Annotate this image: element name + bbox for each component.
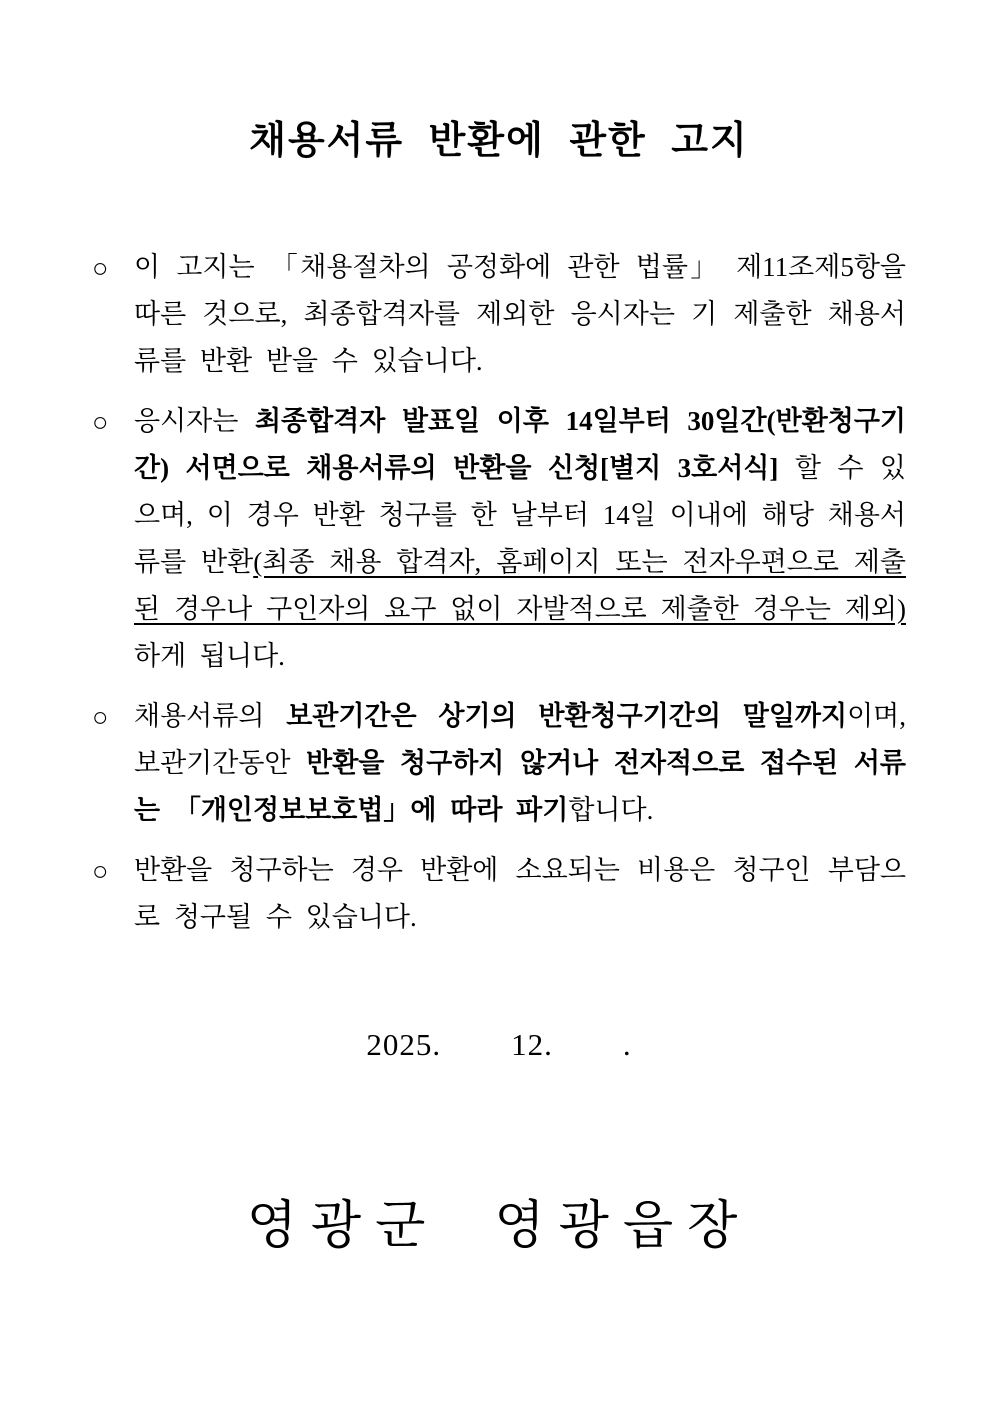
text-segment-underlined: (최종 채용 합격자, 홈페이지 또는 전자우편으로 제출된 경우나 구인자의 요구 없이 자발적으로 제출한 경우는 제외): [134, 547, 906, 624]
notice-title: 채용서류 반환에 관한 고지: [249, 120, 749, 162]
text-segment: 이 고지는 「채용절차의 공정화에 관한 법률」 제11조제5항을 따른 것으로, 최종합격자를 제외한 응시자는 기 제출한 채용서류를 반환 받을 수 있습니다.: [134, 252, 906, 376]
bullet-item-return-cost: [92, 847, 906, 941]
date-day: .: [622, 1027, 632, 1062]
circle-bullet-icon: ○: [92, 407, 109, 437]
issuer-signature: 영광군 영광읍장: [246, 1198, 752, 1255]
date-month: 12.: [511, 1027, 553, 1062]
text-segment-bold: 최종합격자 발표일 이후 14일부터 30일간(반환청구기간) 서면으로 채용서류의 반환을 신청[별지 3호서식]: [134, 406, 906, 483]
circle-bullet-icon: ○: [92, 253, 109, 283]
text-segment: 합니다.: [568, 795, 654, 825]
bullet-item-return-request: [92, 398, 906, 680]
text-segment-bold: 보관기간은 상기의 반환청구기간의 말일까지: [286, 701, 848, 731]
text-segment: 하게 됩니다.: [134, 641, 285, 671]
text-segment: 할 수 있으며, 이 경우 반환 청구를 한 날부터 14일 이내에 해당 채용서류를 반환: [134, 453, 906, 577]
bullet-list: [92, 244, 906, 941]
text-segment: 이며, 보관기간동안: [134, 701, 906, 778]
bullet-item-retention-period: [92, 693, 906, 834]
text-segment: 반환을 청구하는 경우 반환에 소요되는 비용은 청구인 부담으로 청구될 수 있습니다.: [134, 855, 906, 932]
circle-bullet-icon: ○: [92, 702, 109, 732]
circle-bullet-icon: ○: [92, 856, 109, 886]
date-year: 2025.: [366, 1027, 442, 1062]
text-segment-bold: 반환을 청구하지 않거나 전자적으로 접수된 서류는 「개인정보보호법」에 따라 파기: [134, 748, 906, 825]
text-segment: 채용서류의: [134, 701, 287, 731]
bullet-item-legal-basis: [92, 244, 906, 385]
issue-date: [92, 1021, 906, 1068]
text-segment: 응시자는: [134, 406, 255, 436]
